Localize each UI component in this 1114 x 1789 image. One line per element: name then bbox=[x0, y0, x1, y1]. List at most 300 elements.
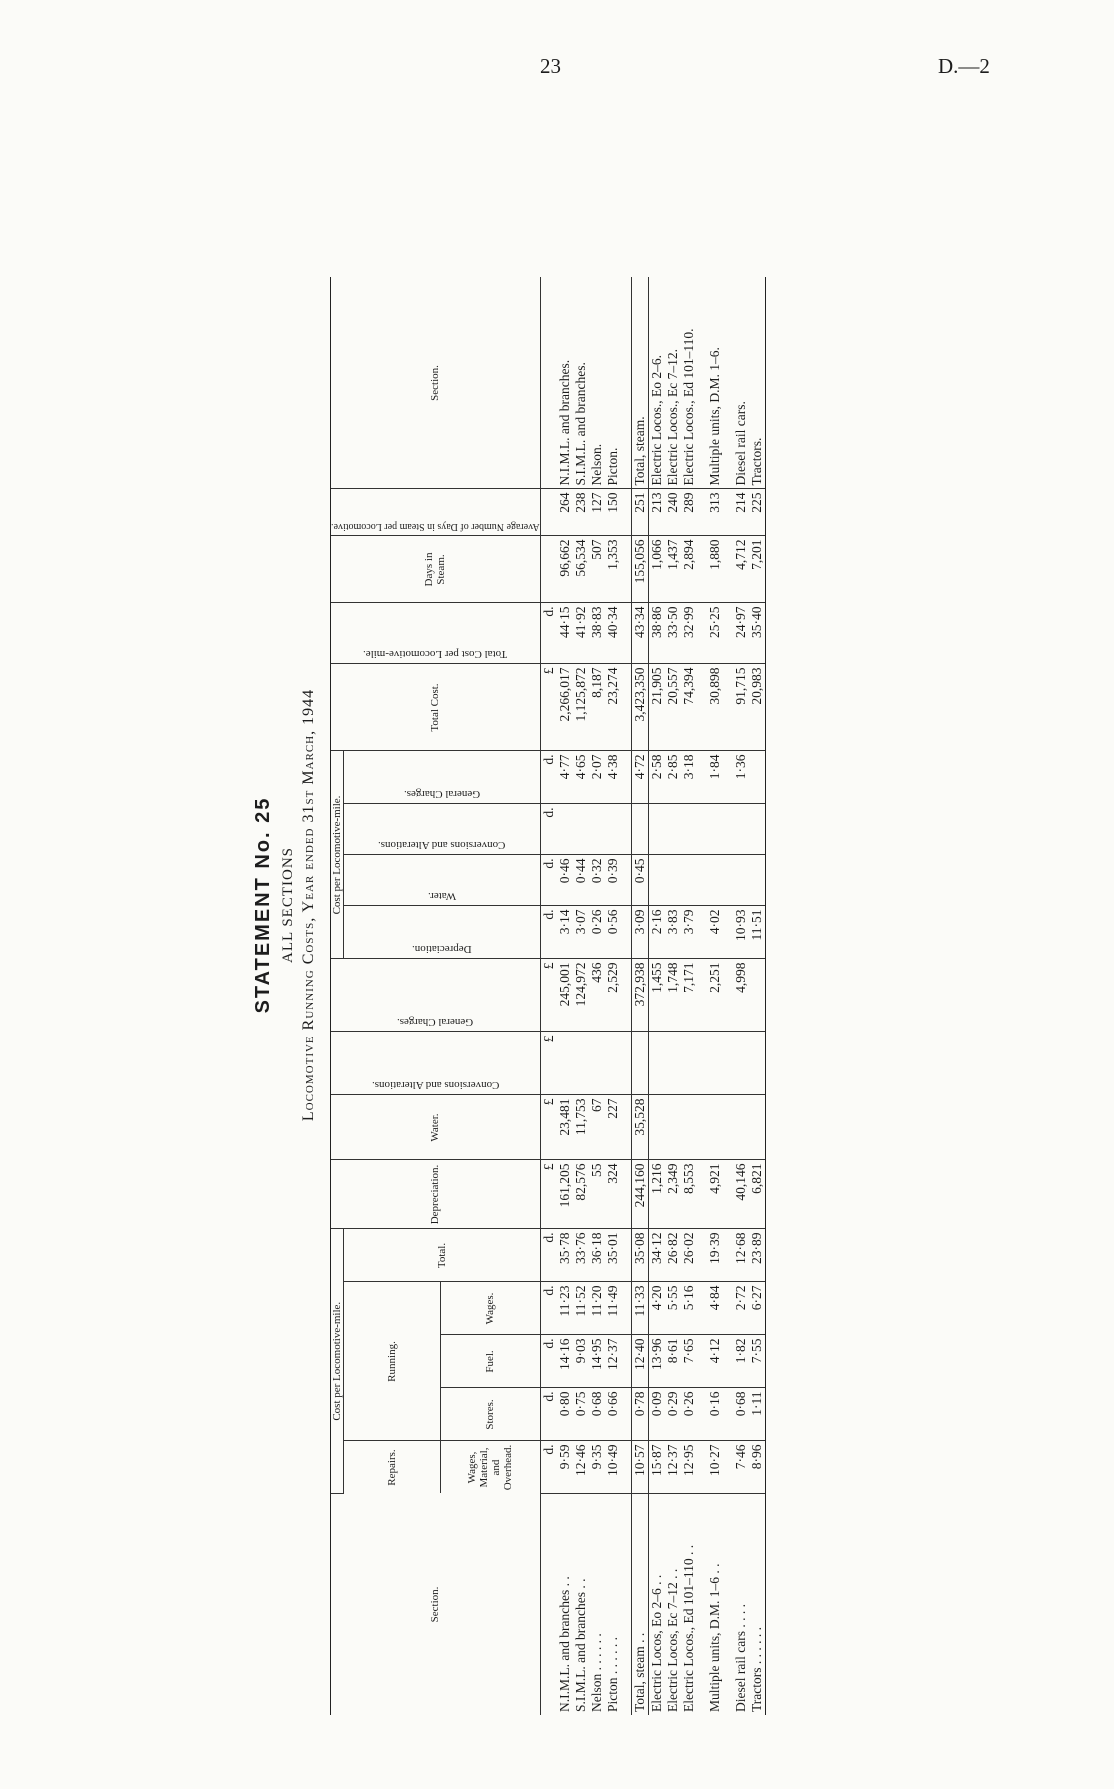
value-cell: 213 bbox=[648, 489, 665, 536]
spacer-cell bbox=[621, 489, 632, 536]
spacer-cell bbox=[723, 804, 733, 855]
value-cell: 35·01 bbox=[605, 1229, 621, 1282]
row-section-label: Electric Locos, Ec 7–12 . . bbox=[664, 1568, 680, 1712]
value-cell bbox=[749, 855, 766, 906]
value-cell: 313 bbox=[707, 489, 723, 536]
value-cell: 289 bbox=[681, 489, 697, 536]
value-cell: 35,528 bbox=[631, 1095, 648, 1160]
unit-cell: d. bbox=[540, 1229, 557, 1282]
value-cell bbox=[557, 804, 573, 855]
statement-subtitle: ALL SECTIONS bbox=[280, 846, 296, 964]
value-cell: 20,983 bbox=[749, 664, 766, 751]
value-cell: 1,066 bbox=[648, 536, 665, 603]
value-cell: 4·20 bbox=[648, 1282, 665, 1335]
value-cell bbox=[681, 855, 697, 906]
header-section: Section. bbox=[331, 1494, 541, 1716]
value-cell: 4·72 bbox=[631, 751, 648, 804]
value-cell: 1,437 bbox=[665, 536, 681, 603]
spacer-cell bbox=[697, 1229, 707, 1282]
value-cell: 6·27 bbox=[749, 1282, 766, 1335]
value-cell: 4·84 bbox=[707, 1282, 723, 1335]
unit-cell: d. bbox=[540, 1335, 557, 1388]
spacer-cell bbox=[697, 536, 707, 603]
value-cell: 35·78 bbox=[557, 1229, 573, 1282]
unit-cell: d. bbox=[540, 1388, 557, 1441]
value-cell: 12·68 bbox=[733, 1229, 749, 1282]
value-cell bbox=[665, 855, 681, 906]
value-cell bbox=[631, 804, 648, 855]
header-fuel: Fuel. bbox=[440, 1335, 540, 1388]
header-total-cost-per-mile: Total Cost per Locomotive-mile. bbox=[331, 603, 541, 664]
value-cell bbox=[631, 1032, 648, 1095]
value-cell bbox=[733, 804, 749, 855]
row-section-label: Electric Locos, Eo 2–6 . . bbox=[648, 1574, 664, 1712]
header-conversions: Conversions and Alterations. bbox=[331, 1032, 541, 1095]
value-cell bbox=[707, 804, 723, 855]
value-cell: 2·07 bbox=[589, 751, 605, 804]
value-cell: 3·18 bbox=[681, 751, 697, 804]
spacer-cell bbox=[697, 1494, 707, 1716]
spacer-cell bbox=[723, 1494, 733, 1716]
value-cell: 0·80 bbox=[557, 1388, 573, 1441]
table-row bbox=[733, 278, 749, 1716]
value-cell: 26·82 bbox=[665, 1229, 681, 1282]
value-cell bbox=[605, 1032, 621, 1095]
value-cell: 0·32 bbox=[589, 855, 605, 906]
spacer-cell bbox=[723, 1282, 733, 1335]
spacer-cell bbox=[621, 1032, 632, 1095]
spacer-cell bbox=[621, 959, 632, 1032]
header-depreciation: Depreciation. bbox=[331, 1160, 541, 1229]
spacer-cell bbox=[697, 1282, 707, 1335]
header-water-rate: Water. bbox=[344, 855, 541, 906]
value-cell: 15·87 bbox=[648, 1441, 665, 1494]
spacer-cell bbox=[723, 1335, 733, 1388]
table-row bbox=[707, 278, 723, 1716]
page-reference: D.—2 bbox=[938, 54, 990, 78]
value-cell: 436 bbox=[589, 959, 605, 1032]
value-cell: 11,753 bbox=[573, 1095, 589, 1160]
value-cell: 0·16 bbox=[707, 1388, 723, 1441]
value-cell: 2·85 bbox=[665, 751, 681, 804]
value-cell: 21,905 bbox=[648, 664, 665, 751]
spacer-cell bbox=[697, 1032, 707, 1095]
table-row bbox=[749, 278, 766, 1716]
value-cell: 20,557 bbox=[665, 664, 681, 751]
value-cell: 34·12 bbox=[648, 1229, 665, 1282]
value-cell: 23·89 bbox=[749, 1229, 766, 1282]
row-section-label-right: Electric Locos., Ec 7–12. bbox=[665, 278, 681, 490]
unit-cell: d. bbox=[540, 855, 557, 906]
statement-title: STATEMENT No. 25 bbox=[252, 796, 274, 1014]
value-cell: 1·36 bbox=[733, 751, 749, 804]
spacer-cell bbox=[723, 855, 733, 906]
spacer-cell bbox=[697, 1335, 707, 1388]
units-row bbox=[540, 278, 557, 1716]
value-cell: 8·96 bbox=[749, 1441, 766, 1494]
value-cell: 1,216 bbox=[648, 1160, 665, 1229]
value-cell: 3·83 bbox=[665, 906, 681, 959]
value-cell: 12·46 bbox=[573, 1441, 589, 1494]
value-cell: 67 bbox=[589, 1095, 605, 1160]
spacer-cell bbox=[723, 664, 733, 751]
value-cell: 238 bbox=[573, 489, 589, 536]
value-cell: 55 bbox=[589, 1160, 605, 1229]
value-cell: 96,662 bbox=[557, 536, 573, 603]
value-cell: 5·16 bbox=[681, 1282, 697, 1335]
spacer-cell bbox=[621, 751, 632, 804]
spacer-cell bbox=[697, 278, 707, 490]
value-cell: 24·97 bbox=[733, 603, 749, 664]
header-total-cost: Total Cost. bbox=[331, 664, 541, 751]
spacer-cell bbox=[723, 1160, 733, 1229]
spacer-cell bbox=[621, 1388, 632, 1441]
value-cell: 240 bbox=[665, 489, 681, 536]
value-cell: 12·37 bbox=[605, 1335, 621, 1388]
row-section-label-right: Diesel rail cars. bbox=[733, 278, 749, 490]
spacer-cell bbox=[621, 1335, 632, 1388]
value-cell: 245,001 bbox=[557, 959, 573, 1032]
spacer-cell bbox=[621, 906, 632, 959]
value-cell bbox=[749, 1095, 766, 1160]
value-cell bbox=[707, 1095, 723, 1160]
value-cell: 2·58 bbox=[648, 751, 665, 804]
spacer-cell bbox=[723, 906, 733, 959]
value-cell: 82,576 bbox=[573, 1160, 589, 1229]
value-cell: 0·75 bbox=[573, 1388, 589, 1441]
value-cell: 11·51 bbox=[749, 906, 766, 959]
value-cell: 74,394 bbox=[681, 664, 697, 751]
value-cell: 1·11 bbox=[749, 1388, 766, 1441]
value-cell: 1,455 bbox=[648, 959, 665, 1032]
table-row bbox=[681, 278, 697, 1716]
row-section-label: Picton . . . . . . bbox=[604, 1636, 620, 1712]
unit-cell: £ bbox=[540, 1160, 557, 1229]
spacer-cell bbox=[621, 1229, 632, 1282]
value-cell: 0·68 bbox=[733, 1388, 749, 1441]
spacer-cell bbox=[723, 751, 733, 804]
row-section-label-right: Multiple units, D.M. 1–6. bbox=[707, 278, 723, 490]
value-cell: 0·26 bbox=[681, 1388, 697, 1441]
spacer-cell bbox=[723, 1441, 733, 1494]
unit-cell: d. bbox=[540, 906, 557, 959]
row-section-label: Multiple units, D.M. 1–6 . . bbox=[706, 1563, 722, 1712]
value-cell: 2,349 bbox=[665, 1160, 681, 1229]
value-cell bbox=[749, 751, 766, 804]
unit-cell: d. bbox=[540, 751, 557, 804]
value-cell: 40,146 bbox=[733, 1160, 749, 1229]
value-cell: 11·23 bbox=[557, 1282, 573, 1335]
header-average-days: Average Number of Days in Steam per Locomotive. bbox=[331, 489, 541, 536]
table-row bbox=[557, 278, 573, 1716]
value-cell: 32·99 bbox=[681, 603, 697, 664]
row-section-label-right: Electric Locos., Eo 2–6. bbox=[648, 278, 665, 490]
value-cell: 2,529 bbox=[605, 959, 621, 1032]
table-row bbox=[665, 278, 681, 1716]
value-cell bbox=[681, 804, 697, 855]
unit-cell: d. bbox=[540, 1282, 557, 1335]
value-cell: 10·49 bbox=[605, 1441, 621, 1494]
value-cell: 7·46 bbox=[733, 1441, 749, 1494]
value-cell bbox=[665, 1095, 681, 1160]
value-cell: 91,715 bbox=[733, 664, 749, 751]
value-cell bbox=[707, 855, 723, 906]
row-section-label: Diesel rail cars . . . . bbox=[732, 1604, 748, 1712]
spacer-cell bbox=[697, 804, 707, 855]
header-depreciation-rate: Depreciation. bbox=[344, 906, 541, 959]
value-cell: 4,921 bbox=[707, 1160, 723, 1229]
row-section-label: N.I.M.L. and branches . . bbox=[556, 1576, 572, 1712]
value-cell: 3·79 bbox=[681, 906, 697, 959]
table-row bbox=[573, 278, 589, 1716]
spacer-cell bbox=[697, 959, 707, 1032]
value-cell: 30,898 bbox=[707, 664, 723, 751]
spacer-cell bbox=[723, 536, 733, 603]
value-cell bbox=[733, 1032, 749, 1095]
value-cell: 4,712 bbox=[733, 536, 749, 603]
value-cell: 0·29 bbox=[665, 1388, 681, 1441]
spacer-cell bbox=[697, 1441, 707, 1494]
spacer-cell bbox=[621, 536, 632, 603]
value-cell bbox=[557, 1032, 573, 1095]
row-section-label: Electric Locos., Ed 101–110 . . bbox=[680, 1544, 696, 1712]
value-cell: 161,205 bbox=[557, 1160, 573, 1229]
value-cell: 0·09 bbox=[648, 1388, 665, 1441]
spacer-cell bbox=[621, 1160, 632, 1229]
row-section-label: Nelson . . . . . . bbox=[588, 1633, 604, 1712]
value-cell: 2,894 bbox=[681, 536, 697, 603]
spacer-cell bbox=[621, 1441, 632, 1494]
value-cell: 11·20 bbox=[589, 1282, 605, 1335]
spacer-cell bbox=[697, 603, 707, 664]
value-cell: 1,125,872 bbox=[573, 664, 589, 751]
value-cell: 4,998 bbox=[733, 959, 749, 1032]
value-cell bbox=[648, 804, 665, 855]
value-cell: 1·84 bbox=[707, 751, 723, 804]
spacer-cell bbox=[723, 959, 733, 1032]
value-cell: 0·44 bbox=[573, 855, 589, 906]
statement-heading: Locomotive Running Costs, Year ended 31st March, 1944 bbox=[300, 688, 317, 1122]
spacer-cell bbox=[621, 278, 632, 490]
value-cell bbox=[589, 1032, 605, 1095]
spacer-cell bbox=[697, 906, 707, 959]
value-cell: 0·78 bbox=[631, 1388, 648, 1441]
spacer-cell bbox=[723, 603, 733, 664]
value-cell: 324 bbox=[605, 1160, 621, 1229]
value-cell: 12·37 bbox=[665, 1441, 681, 1494]
spacer-cell bbox=[621, 603, 632, 664]
value-cell: 8·61 bbox=[665, 1335, 681, 1388]
value-cell: 35·08 bbox=[631, 1229, 648, 1282]
header-wages: Wages. bbox=[440, 1282, 540, 1335]
row-section-label-right: Tractors. bbox=[749, 278, 766, 490]
value-cell bbox=[605, 804, 621, 855]
value-cell: 44·15 bbox=[557, 603, 573, 664]
value-cell: 14·16 bbox=[557, 1335, 573, 1388]
header-water: Water. bbox=[331, 1095, 541, 1160]
value-cell: 225 bbox=[749, 489, 766, 536]
row-section-label: Total, steam . . bbox=[631, 1494, 648, 1716]
value-cell: 12·95 bbox=[681, 1441, 697, 1494]
value-cell: 372,938 bbox=[631, 959, 648, 1032]
row-section-label-right: S.I.M.L. and branches. bbox=[573, 278, 589, 490]
value-cell: 1,748 bbox=[665, 959, 681, 1032]
value-cell bbox=[707, 1032, 723, 1095]
value-cell: 155,056 bbox=[631, 536, 648, 603]
header-running: Running. bbox=[344, 1282, 441, 1441]
value-cell bbox=[648, 1095, 665, 1160]
value-cell: 25·25 bbox=[707, 603, 723, 664]
value-cell: 9·59 bbox=[557, 1441, 573, 1494]
value-cell: 214 bbox=[733, 489, 749, 536]
spacer-cell bbox=[697, 1388, 707, 1441]
value-cell bbox=[665, 804, 681, 855]
value-cell: 3,423,350 bbox=[631, 664, 648, 751]
spacer-row bbox=[697, 278, 707, 1716]
unit-cell-empty bbox=[540, 278, 557, 490]
spacer-row bbox=[621, 278, 632, 1716]
value-cell bbox=[573, 1032, 589, 1095]
row-section-label-right: Nelson. bbox=[589, 278, 605, 490]
row-section-label-right: N.I.M.L. and branches. bbox=[557, 278, 573, 490]
value-cell: 1·82 bbox=[733, 1335, 749, 1388]
value-cell: 0·39 bbox=[605, 855, 621, 906]
value-cell: 2,266,017 bbox=[557, 664, 573, 751]
spacer-cell bbox=[621, 804, 632, 855]
spacer-cell bbox=[621, 1282, 632, 1335]
header-general-charges: General Charges. bbox=[331, 959, 541, 1032]
value-cell: 2·16 bbox=[648, 906, 665, 959]
value-cell bbox=[573, 804, 589, 855]
header-total: Total. bbox=[344, 1229, 541, 1282]
value-cell: 4·77 bbox=[557, 751, 573, 804]
value-cell: 0·68 bbox=[589, 1388, 605, 1441]
row-section-label: Tractors . . . . . . bbox=[749, 1494, 766, 1716]
value-cell bbox=[749, 804, 766, 855]
value-cell: 244,160 bbox=[631, 1160, 648, 1229]
value-cell: 7·65 bbox=[681, 1335, 697, 1388]
value-cell: 8,187 bbox=[589, 664, 605, 751]
value-cell: 264 bbox=[557, 489, 573, 536]
value-cell: 7·55 bbox=[749, 1335, 766, 1388]
value-cell: 11·49 bbox=[605, 1282, 621, 1335]
page-number: 23 bbox=[540, 54, 561, 78]
spacer-cell bbox=[723, 278, 733, 490]
value-cell: 10·57 bbox=[631, 1441, 648, 1494]
value-cell: 56,534 bbox=[573, 536, 589, 603]
row-section-label-right: Electric Locos., Ed 101–110. bbox=[681, 278, 697, 490]
unit-cell-empty bbox=[540, 489, 557, 536]
spacer-cell bbox=[723, 489, 733, 536]
value-cell: 507 bbox=[589, 536, 605, 603]
header-wages-material: Wages, Material, and Overhead. bbox=[440, 1441, 540, 1494]
spacer-cell bbox=[621, 1095, 632, 1160]
spacer-cell bbox=[697, 751, 707, 804]
value-cell: 1,880 bbox=[707, 536, 723, 603]
unit-cell: £ bbox=[540, 664, 557, 751]
value-cell bbox=[589, 804, 605, 855]
value-cell: 3·07 bbox=[573, 906, 589, 959]
unit-cell: d. bbox=[540, 1441, 557, 1494]
header-repairs: Repairs. bbox=[344, 1441, 441, 1494]
value-cell: 0·45 bbox=[631, 855, 648, 906]
value-cell: 23,481 bbox=[557, 1095, 573, 1160]
row-section-label-right: Picton. bbox=[605, 278, 621, 490]
table-row bbox=[589, 278, 605, 1716]
value-cell: 11·52 bbox=[573, 1282, 589, 1335]
value-cell: 33·50 bbox=[665, 603, 681, 664]
row-section-label-right: Total, steam. bbox=[631, 278, 648, 490]
value-cell: 251 bbox=[631, 489, 648, 536]
value-cell: 124,972 bbox=[573, 959, 589, 1032]
unit-cell: £ bbox=[540, 959, 557, 1032]
spacer-cell bbox=[697, 1160, 707, 1229]
value-cell: 7,201 bbox=[749, 536, 766, 603]
value-cell: 4·38 bbox=[605, 751, 621, 804]
header-cost-per-mile-a: Cost per Locomotive-mile. bbox=[331, 1229, 344, 1494]
value-cell bbox=[648, 1032, 665, 1095]
value-cell: 40·34 bbox=[605, 603, 621, 664]
header-section-right: Section. bbox=[331, 278, 541, 490]
spacer-cell bbox=[697, 855, 707, 906]
unit-cell-empty bbox=[540, 536, 557, 603]
value-cell bbox=[665, 1032, 681, 1095]
value-cell bbox=[749, 1032, 766, 1095]
value-cell: 3·14 bbox=[557, 906, 573, 959]
value-cell: 6,821 bbox=[749, 1160, 766, 1229]
unit-cell: d. bbox=[540, 603, 557, 664]
value-cell: 0·66 bbox=[605, 1388, 621, 1441]
spacer-cell bbox=[723, 1229, 733, 1282]
value-cell bbox=[648, 855, 665, 906]
table-row bbox=[631, 278, 648, 1716]
value-cell: 14·95 bbox=[589, 1335, 605, 1388]
rotated-statement bbox=[252, 85, 862, 1725]
value-cell: 4·02 bbox=[707, 906, 723, 959]
spacer-cell bbox=[723, 1388, 733, 1441]
value-cell: 35·40 bbox=[749, 603, 766, 664]
spacer-cell bbox=[621, 1494, 632, 1716]
value-cell: 5·55 bbox=[665, 1282, 681, 1335]
value-cell: 2,251 bbox=[707, 959, 723, 1032]
value-cell bbox=[733, 855, 749, 906]
header-stores: Stores. bbox=[440, 1388, 540, 1441]
spacer-cell bbox=[621, 664, 632, 751]
value-cell: 36·18 bbox=[589, 1229, 605, 1282]
value-cell: 1,353 bbox=[605, 536, 621, 603]
value-cell: 0·46 bbox=[557, 855, 573, 906]
value-cell: 0·56 bbox=[605, 906, 621, 959]
value-cell: 12·40 bbox=[631, 1335, 648, 1388]
value-cell: 8,553 bbox=[681, 1160, 697, 1229]
spacer-cell bbox=[697, 664, 707, 751]
value-cell: 23,274 bbox=[605, 664, 621, 751]
value-cell bbox=[681, 1032, 697, 1095]
header-conversions-rate: Conversions and Alterations. bbox=[344, 804, 541, 855]
value-cell: 150 bbox=[605, 489, 621, 536]
table-row bbox=[605, 278, 621, 1716]
value-cell: 38·83 bbox=[589, 603, 605, 664]
running-costs-table bbox=[330, 278, 766, 1716]
value-cell: 3·09 bbox=[631, 906, 648, 959]
value-cell: 41·92 bbox=[573, 603, 589, 664]
value-cell: 26·02 bbox=[681, 1229, 697, 1282]
row-section-label: S.I.M.L. and branches . . bbox=[572, 1578, 588, 1712]
value-cell: 2·72 bbox=[733, 1282, 749, 1335]
spacer-row bbox=[723, 278, 733, 1716]
header-cost-per-mile-b: Cost per Locomotive-mile. bbox=[331, 751, 344, 959]
units-section-cell bbox=[540, 1494, 557, 1716]
